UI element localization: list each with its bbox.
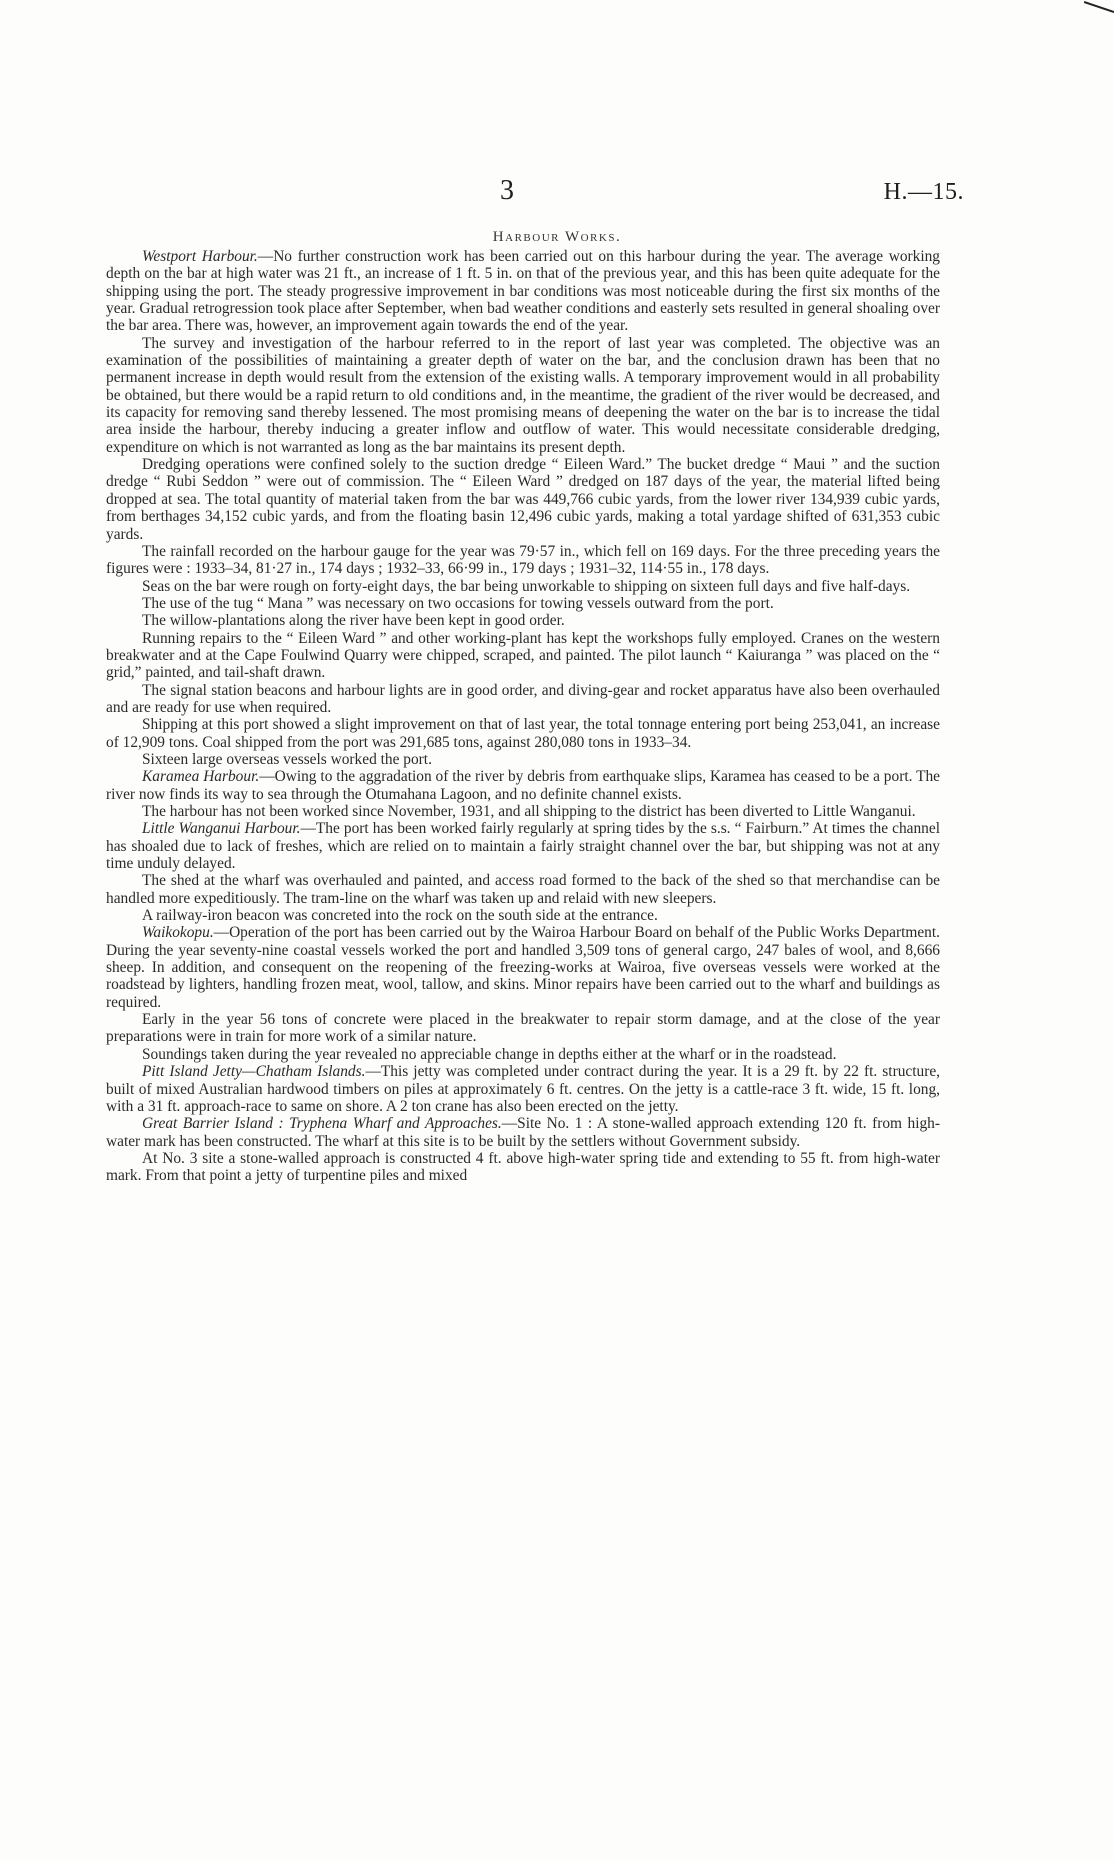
paragraph-lead: Great Barrier Island : Tryphena Wharf and Approaches. [142,1115,502,1133]
paragraph [106,335,940,456]
paragraph-text: The shed at the wharf was overhauled and painted, and access road formed to the back of the shed so that merchandise can be handled more expeditiously. The tram-line on the wharf was taken up and relaid with new sleepers. [106,872,940,907]
paragraph-lead: Karamea Harbour. [142,768,260,786]
paragraph-text: Soundings taken during the year revealed no appreciable change in depths either at the wharf or in the roadstead. [142,1045,837,1063]
paragraph-text: The signal station beacons and harbour lights are in good order, and diving-gear and rocket apparatus have also been overhauled and are ready for use when required. [106,681,940,716]
paragraph-text: The rainfall recorded on the harbour gauge for the year was 79·57 in., which fell on 169 days. For the three preceding years the figures were : 1933–34, 81·27 in., 174 days ; 1932–33, 66·99 in., 179 days ; 1931–32, 114·55 in., 178 days. [106,542,940,578]
paragraph [106,456,940,543]
paragraph-text: The harbour has not been worked since November, 1931, and all shipping to the district has been diverted to Little Wanganui. [142,803,916,820]
paragraph-text: The use of the tug “ Mana ” was necessary on two occasions for towing vessels outward from the port. [142,594,774,612]
paragraph-text: Seas on the bar were rough on forty-eight days, the bar being unworkable to shipping on sixteen full days and five half-days. [142,577,911,595]
paragraph-text: At No. 3 site a stone-walled approach is constructed 4 ft. above high-water spring tide and extending to 55 ft. from high-water mark. From that point a jetty of turpentine piles and mixed [106,1149,940,1185]
paragraph-lead: Waikokopu. [142,924,214,942]
paragraph [106,803,940,820]
paragraph [106,1063,940,1115]
paragraph-lead: Westport Harbour. [142,248,258,265]
paragraph-text: Early in the year 56 tons of concrete were placed in the breakwater to repair storm damage, and at the close of the year preparations were in train for more work of a similar nature. [106,1011,940,1046]
paragraph-text: A railway-iron beacon was concreted into the rock on the south side at the entrance. [142,907,658,925]
paragraph [106,595,940,612]
paragraph [106,1150,940,1185]
paragraph-text: —Owing to the aggradation of the river by debris from earthquake slips, Karamea has ceased to be a port. The river now finds its way to sea through the Otumahana Lagoon, and no definite channel exists. [106,768,940,803]
paragraph-text: The survey and investigation of the harbour referred to in the report of last year was completed. The objective was an examination of the possibilities of maintaining a greater depth of water on the bar, and the conclusion drawn has been that no permanent increase in depth would result from the extension of the existing walls. A temporary improvement would in all probability be obtained, but there would be a rapid return to old conditions and, in the meantime, the gradient of the river would be decreased, and its capacity for removing sand thereby lessened. The most promising means of deepening the water on the bar is to increase the tidal area inside the harbour, thereby inducing a greater inflow and outflow of water. This would necessitate considerable dredging, expenditure on which is not warranted as long as the bar maintains its present depth. [106,334,940,456]
page-number: 3 [500,175,514,206]
paragraph [106,578,940,595]
paragraph [106,751,940,768]
paragraph [106,1011,940,1046]
scan-edge-mark [1084,0,1114,14]
paragraph-text: The willow-plantations along the river have been kept in good order. [142,612,565,630]
paragraph-text: —Site No. 1 : A stone-walled approach extending 120 ft. from high-water mark has been constructed. The wharf at this site is to be built by the settlers without Government subsidy. [106,1115,940,1150]
paragraph [106,248,940,335]
paragraph-text: Sixteen large overseas vessels worked the port. [142,750,432,768]
paragraph [106,630,940,682]
paragraph [106,820,940,872]
section-title: Harbour Works. [492,229,622,245]
paragraph [106,907,940,924]
paragraph [106,924,940,1011]
document-reference: H.—15. [883,179,964,205]
body-text [106,248,940,1185]
paragraph-text: —The port has been worked fairly regularly at spring tides by the s.s. “ Fairburn.” At times the channel has shoaled due to lack of freshes, which are relied on to maintain a fairly straight channel over the bar, but shipping was not at any time unduly delayed. [106,820,940,873]
paragraph [106,768,940,803]
paragraph [106,1046,940,1063]
paragraph [106,682,940,717]
paragraph-text: Shipping at this port showed a slight improvement on that of last year, the total tonnage entering port being 253,041, an increase of 12,909 tons. Coal shipped from the port was 291,685 tons, against 280,080 tons in 1933–34. [106,716,940,751]
paragraph [106,543,940,578]
paragraph [106,612,940,629]
paragraph-text: Running repairs to the “ Eileen Ward ” and other working-plant has kept the workshops fully employed. Cranes on the western breakwater and at the Cape Foulwind Quarry were chipped, scraped, and painted. The pilot launch “ Kaiuranga ” was placed on the “ grid,” painted, and tail-shaft drawn. [106,629,940,682]
paragraph [106,716,940,751]
paragraph-text: —No further construction work has been carried out on this harbour during the year. The average working depth on the bar at high water was 21 ft., an increase of 1 ft. 5 in. on that of the previous year, and this has been quite adequate for the shipping using the port. The steady progressive improvement in bar conditions was most noticeable during the first six months of the year. Gradual retrogression took place after September, when bad weather conditions and easterly sets resulted in general shoaling over the bar area. There was, however, an improvement again towards the end of the year. [106,248,940,335]
paragraph [106,1115,940,1150]
paragraph-text: Dredging operations were confined solely to the suction dredge “ Eileen Ward.” The bucket dredge “ Maui ” and the suction dredge “ Rubi Seddon ” were out of commission. The “ Eileen Ward ” dredged on 187 days of the year, the material lifted being dropped at sea. The total quantity of material taken from the bar was 449,766 cubic yards, from the lower river 134,939 cubic yards, from berthages 34,152 cubic yards, and from the floating basin 12,496 cubic yards, making a total yardage shifted of 631,353 cubic yards. [106,456,940,543]
paragraph-lead: Pitt Island Jetty—Chatham Islands. [142,1063,366,1081]
paragraph [106,872,940,907]
paragraph-text: —This jetty was completed under contract during the year. It is a 29 ft. by 22 ft. structure, built of mixed Australian hardwood timbers on piles at approximately 6 ft. centres. On the jetty is a cattle-race 3 ft. wide, 15 ft. long, with a 31 ft. approach-race to same on shore. A 2 ton crane has also been erected on the jetty. [106,1063,941,1115]
paragraph-text: —Operation of the port has been carried out by the Wairoa Harbour Board on behalf of the Public Works Department. During the year seventy-nine coastal vessels worked the port and handled 3,509 tons of general cargo, 247 bales of wool, and 8,666 sheep. In addition, and consequent on the reopening of the freezing-works at Wairoa, five overseas vessels were worked at the roadstead by lighters, handling frozen meat, wool, tallow, and skins. Minor repairs have been carried out to the wharf and buildings as required. [106,924,940,1011]
paragraph-lead: Little Wanganui Harbour. [142,820,301,838]
